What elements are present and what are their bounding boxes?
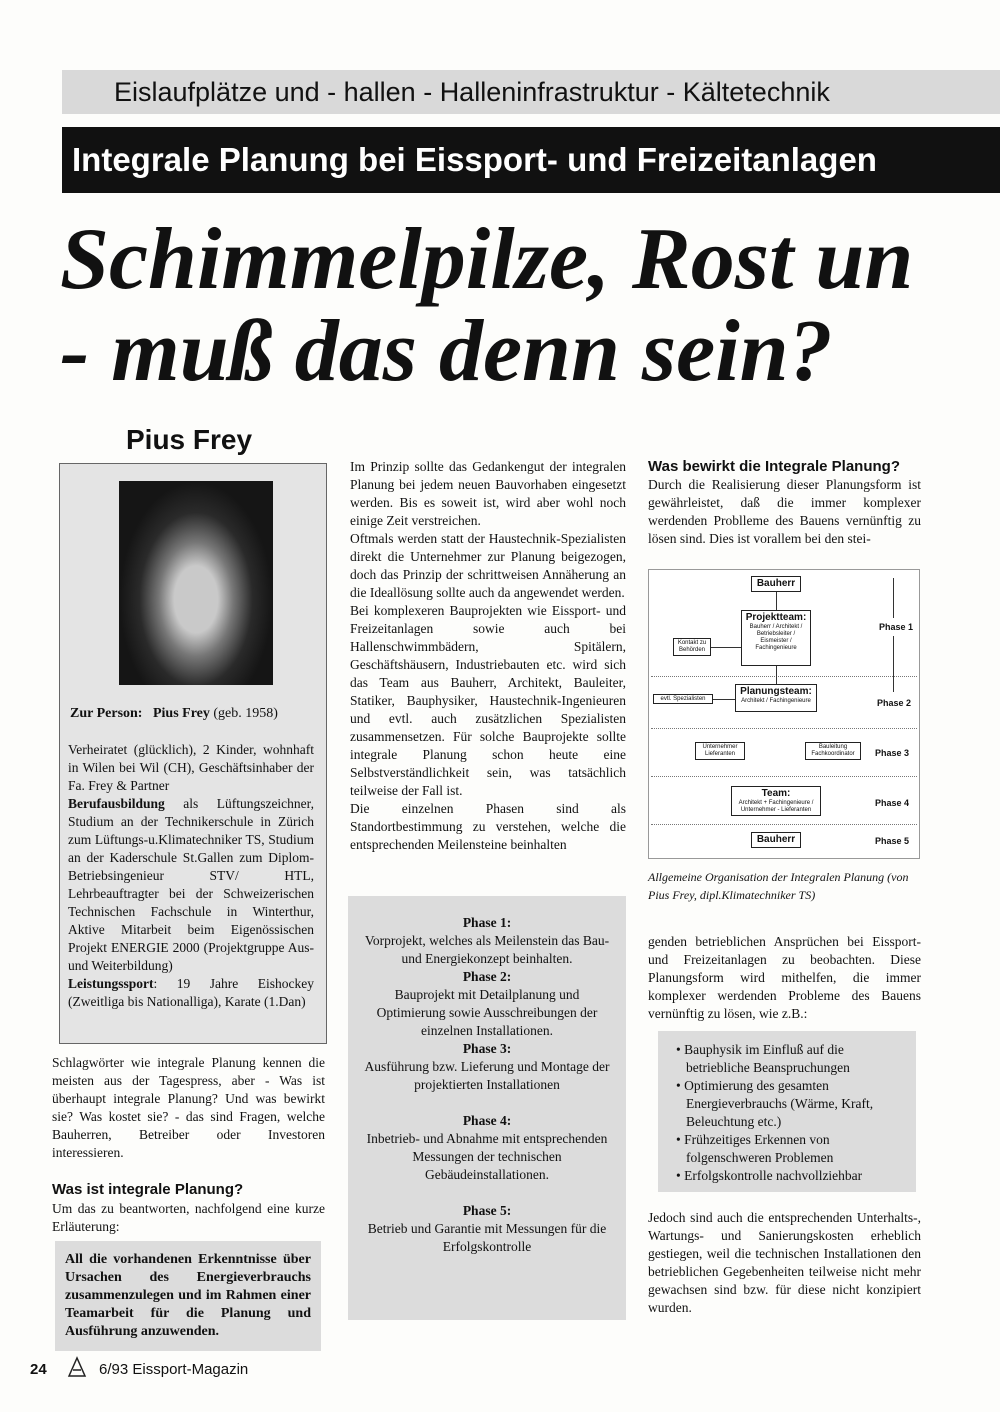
headline-line-1: Schimmelpilze, Rost un [60, 214, 914, 308]
col2-body [350, 458, 626, 854]
page-footer [30, 1356, 248, 1378]
phase-2-text: Bauprojekt mit Detailplanung und Optimierung sowie Ausschreibungen der einzelnen Installationen. [376, 987, 598, 1038]
diagram-bauherr-bottom: Bauherr [751, 832, 801, 848]
col1-heading: Was ist integrale Planung? [52, 1181, 244, 1198]
projektteam-members: Bauherr / Architekt / Betriebsleiter / Eismeister / Fachingenieure [749, 624, 803, 651]
phase-5-title: Phase 5: [462, 1203, 512, 1218]
col2-paragraph-2: Oftmals werden statt der Haustechnik-Spezialisten direkt die Unternehmer zur Planung beigezogen, doch das Prinzip der schrittweisen Annäherung an die Ideallösung sollte auch da angewendet werden. [350, 531, 626, 600]
definition-box: All die vorhandenen Erkenntnisse über Ursachen des Energieverbrauchs zusammenzulegen und im Rahmen einer Teamarbeit für die Planung und Ausführung anzuwenden. [55, 1241, 321, 1351]
benefits-list [658, 1031, 916, 1192]
diagram-unternehmer: Unternehmer Lieferanten [695, 742, 745, 760]
team-members: Architekt + Fachingenieure / Unternehmer - Lieferanten [738, 800, 814, 813]
phase-4-title: Phase 4: [462, 1113, 512, 1128]
phase-3-title: Phase 3: [462, 1041, 512, 1056]
person-education [68, 795, 314, 975]
phase-1-text: Vorprojekt, welches als Meilenstein das Bau- und Energiekonzept beinhalten. [364, 933, 610, 966]
person-born: (geb. 1958) [213, 706, 278, 721]
col3-paragraph-3: Jedoch sind auch die entsprechenden Unterhalts-, Wartungs- und Sanierungskosten erheblich gestiegen, weil die technischen Installationen den betrieblichen Gegebenheiten teilweise nicht mehr gewachsen sind bzw. für diese nicht konzipiert wurden. [648, 1210, 921, 1315]
magazine-logo-icon [65, 1356, 89, 1378]
person-sport [68, 975, 314, 1011]
phase-1-title: Phase 1: [462, 915, 512, 930]
diagram-phase-4: Phase 4 [875, 798, 910, 808]
diagram-phase-3: Phase 3 [875, 748, 910, 758]
page-number: 24 [30, 1361, 47, 1378]
person-label: Zur Person: [70, 706, 143, 721]
diagram-bauleitung: Bauleitung Fachkoordinator [805, 742, 861, 760]
person-heading [70, 705, 316, 723]
benefit-item: • Bauphysik im Einfluß auf die betriebliche Beanspruchungen [676, 1042, 850, 1075]
education-label: Berufausbildung [68, 796, 165, 811]
phase-5-text: Betrieb und Garantie mit Messungen für die Erfolgskontrolle [367, 1221, 607, 1254]
col3-paragraph-2: genden betrieblichen Ansprüchen bei Eissport- und Freizeitanlagen zu beobachten. Diese Planungsform wird mithelfen, die immer komplexer werdenden Probleme des Bauens vernünftig zu lösen, wie z.B.: [648, 934, 921, 1021]
phases-box [348, 896, 626, 1320]
organization-diagram [648, 569, 920, 859]
education-text: als Lüftungszeichner, Studium an der Technikerschule in Zürich zum Lüftungs-u.Klimatechniker TS, Studium an der Kaderschule St.Gallen zum Diplom-Betriebsingenieur STV/ HTL, Lehrbeauftragter bei der Schweizerischen Technischen Fachschule in Winterthur, Aktive Mitarbeit beim Eigenössischen Projekt ENERGIE 2000 (Projektgruppe Aus- und Weiterbildung) [68, 796, 314, 973]
headline-line-2: - muß das denn sein? [60, 303, 833, 398]
sport-text: : 19 Jahre Eishockey (Zweitliga bis Nationalliga), Karate (1.Dan) [68, 976, 314, 1009]
author-photo [119, 481, 273, 685]
col1-text: Um das zu beantworten, nachfolgend eine kurze Erläuterung: [52, 1201, 325, 1234]
col2-paragraph-4: Die einzelnen Phasen sind als Standortbestimmung zu verstehen, welche die entsprechenden Meilensteine beinhalten [350, 801, 626, 852]
person-bio-text: Verheiratet (glücklich), 2 Kinder, wohnhaft in Wilen bei Wil (CH), Geschäftsinhaber der Fa. Frey & Partner [68, 742, 314, 793]
benefit-item: • Optimierung des gesamten Energieverbrauchs (Wärme, Kraft, Beleuchtung etc.) [676, 1078, 874, 1129]
person-bio [68, 741, 314, 1011]
phase-4-text: Inbetrieb- und Abnahme mit entsprechenden Messungen der technischen Gebäudeinstallationen. [366, 1131, 608, 1182]
diagram-phase-5: Phase 5 [875, 836, 910, 846]
diagram-team: Team: Architekt + Fachingenieure / Unternehmer - Lieferanten [731, 786, 821, 816]
person-name: Pius Frey [152, 706, 210, 721]
col3-paragraph-1: Durch die Realisierung dieser Planungsform ist gewährleistet, daß die immer komplexer werdenden Problleme des Bauens vernünftig zu lösen sind. Dies ist vorallem bei den stei- [648, 477, 921, 546]
benefit-item: • Frühzeitiges Erkennen von folgenschweren Problemen [676, 1132, 834, 1165]
section-kicker: Eislaufplätze und - hallen - Halleninfrastruktur - Kältetechnik [62, 70, 1000, 114]
planungsteam-members: Architekt / Fachingenieure [741, 698, 811, 704]
headline [60, 214, 1000, 398]
diagram-phase-1: Phase 1 [879, 622, 914, 632]
col2-paragraph-3: Bei komplexeren Bauprojekten wie Eissport- und Freizeitanlagen sowie auch bei Hallenschwimmbädern, Spitälern, Geschäftshäusern, Industriebauten etc. wird sich das Team aus Bauherr, Architekt, Bauleiter, Statiker, Bauphysiker, Haustechnik-Ingenieuren und evtl. auch zusätzlichen Spezialisten zusammensetzen. Für solche Bauprojekte sollte integrale Planung schon heute eine Selbstverständlichkeit sein, was tatsächlich teilweise der Fall ist. [350, 603, 626, 798]
diagram-caption: Allgemeine Organisation der Integralen Planung (von Pius Frey, dipl.Klimatechniker TS) [648, 870, 909, 902]
phase-2-title: Phase 2: [462, 969, 512, 984]
diagram-phase-2: Phase 2 [877, 698, 912, 708]
author-name: Pius Frey [126, 424, 253, 455]
col1-intro: Schlagwörter wie integrale Planung kennen die meisten aus der Tagespress, aber - Was ist überhaupt integrale Planung? Und was bewirkt sie? Was kostet sie? - das sind Fragen, welche Bauherren, Betreiber oder Investoren interessieren. [52, 1055, 325, 1160]
col2-paragraph-1: Im Prinzip sollte das Gedankengut der integralen Planung bei jedem neuen Bauvorhaben eingesetzt werden. Bis es soweit ist, wird aber wohl noch einige Zeit verstreichen. [350, 459, 626, 528]
diagram-spezialisten: evtl. Spezialisten [653, 694, 713, 704]
diagram-bauherr-top: Bauherr [751, 576, 801, 592]
magazine-issue: 6/93 Eissport-Magazin [99, 1361, 249, 1378]
col3-heading: Was bewirkt die Integrale Planung? [648, 458, 900, 475]
diagram-projektteam: Projektteam: Bauherr / Architekt / Betriebsleiter / Eismeister / Fachingenieure [741, 610, 811, 666]
sport-label: Leistungssport [68, 976, 154, 991]
diagram-planungsteam: Planungsteam: Architekt / Fachingenieure [735, 684, 817, 712]
rubric-bar: Integrale Planung bei Eissport- und Freizeitanlagen [62, 127, 1000, 193]
diagram-kontakt: Kontakt zu Behörden [673, 638, 711, 656]
benefit-item: • Erfolgskontrolle nachvollziehbar [676, 1168, 863, 1183]
phase-3-text: Ausführung bzw. Lieferung und Montage der projektierten Installationen [364, 1059, 610, 1092]
